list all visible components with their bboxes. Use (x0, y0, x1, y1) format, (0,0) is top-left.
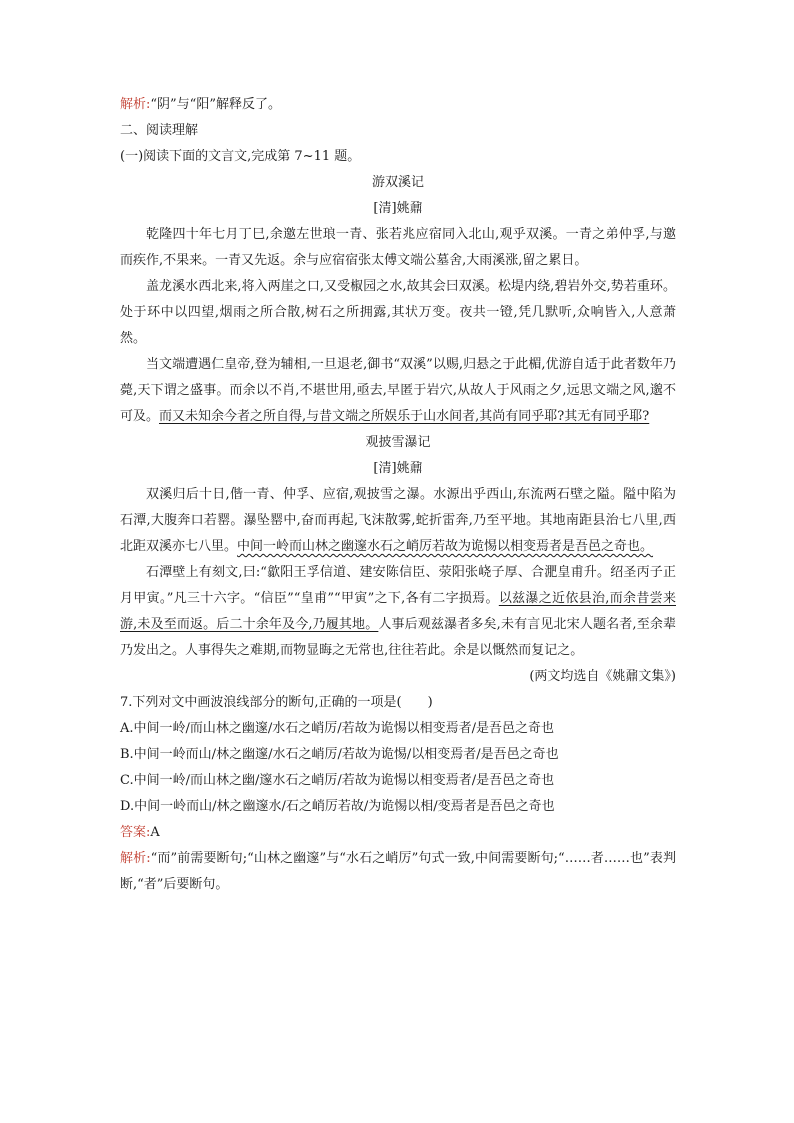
text1-paragraph-2: 盖龙溪水西北来,将入两崖之口,又受椒园之水,故其会曰双溪。松堤内绕,碧岩外交,势若重环。处于环中以四望,烟雨之所合散,树石之所拥露,其状万变。夜共一镫,凭几默听,众响皆入,人意萧然。 (120, 279, 676, 346)
text2-p1-plain: 双溪归后十日,偕一青、仲孚、应宿,观披雪之瀑。水源出乎西山,东流两石壁之隘。隘中陷为石潭,大腹奔口若罂。瀑坠罂中,奋而再起,飞沫散雾,蛇折雷奔,乃至平地。其地南距县治七八里,西北距双溪亦七八里。 (120, 487, 676, 554)
answer-analysis-text: “而”前需要断句;“山林之幽邃”与“水石之峭厉”句式一致,中间需要断句;“……者……也”表判断,“者”后要断句。 (120, 851, 677, 892)
text2-title: 观披雪瀑记 (365, 435, 431, 450)
section-heading: 二、阅读理解 (120, 123, 199, 138)
reading-instruction: (一)阅读下面的文言文,完成第 7~11 题。 (120, 149, 361, 164)
previous-analysis (120, 92, 676, 118)
text1-p3-plain: 当文端遭遇仁皇帝,登为辅相,一旦退老,御书“双溪”以赐,归悬之于此楣,优游自适于此者数年乃薨,天下谓之盛事。而余以不肖,不堪世用,亟去,早匿于岩穴,从故人于风雨之夕,远思文端之风,邈不可及。 (120, 357, 676, 424)
option-d: D.中间一岭而山/林之幽邃水/石之峭厉若故/为诡惕以相/变焉者是吾邑之奇也 (120, 799, 555, 814)
answer-value: A (150, 825, 160, 840)
text2-p1-wavy: 中间一岭而山林之幽邃水石之峭厉若故为诡惕以相变焉者是吾邑之奇也。 (237, 539, 654, 554)
text1-author: [清]姚鼐 (373, 201, 423, 216)
text2-paragraph-1 (120, 482, 676, 560)
text2-paragraph-2 (120, 560, 676, 664)
answer-line (120, 820, 676, 846)
analysis-label: 解析: (120, 97, 151, 112)
question-stem: 7.下列对文中画波浪线部分的断句,正确的一项是( ) (120, 695, 433, 710)
text-source: (两文均选自《姚鼐文集》) (529, 669, 676, 684)
document-page (120, 92, 676, 898)
option-c: C.中间一岭/而山林之幽/邃水石之峭厉/若故为诡惕以相变焉者/是吾邑之奇也 (120, 773, 555, 788)
analysis-text: “阴”与“阳”解释反了。 (150, 97, 281, 112)
text1-p3-underlined: 而又未知余今者之所自得,与昔文端之所娱乐于山水间者,其尚有同乎耶?其无有同乎耶? (159, 409, 650, 424)
answer-label: 答案: (120, 825, 151, 840)
text2-p2-underlined: 以兹瀑之近依县治,而余昔尝来游,未及至而返。后二十余年及今,乃履其地。 (120, 591, 676, 632)
text2-p2-a: 石潭壁上有刻文,曰:“歙阳王孚信道、建安陈信臣、荥阳张峣子厚、合淝皇甫升。绍圣丙子正月甲寅。”凡三十六字。“信臣”“皇甫”“甲寅”之下,各有二字损焉。 (120, 565, 676, 606)
text2-p2-b: 人事后观兹瀑者多矣,未有言见北宋人题名者,至余辈乃发出之。人事得失之难期,而物显晦之无常也,往往若此。余是以慨然而复记之。 (120, 617, 677, 658)
option-b: B.中间一岭而山/林之幽邃/水石之峭厉/若故为诡惕/以相变焉者/是吾邑之奇也 (120, 747, 559, 762)
text2-author: [清]姚鼐 (373, 461, 423, 476)
text1-title: 游双溪记 (371, 175, 424, 190)
option-a: A.中间一岭/而山林之幽邃/水石之峭厉/若故为诡惕以相变焉者/是吾邑之奇也 (120, 721, 555, 736)
text1-paragraph-3 (120, 352, 676, 430)
text1-paragraph-1: 乾隆四十年七月丁巳,余邀左世琅一青、张若兆应宿同入北山,观乎双溪。一青之弟仲孚,与邀而疾作,不果来。一青又先返。余与应宿宿张太傅文端公墓舍,大雨溪涨,留之累日。 (120, 227, 676, 268)
answer-analysis (120, 846, 676, 898)
answer-analysis-label: 解析: (120, 851, 151, 866)
